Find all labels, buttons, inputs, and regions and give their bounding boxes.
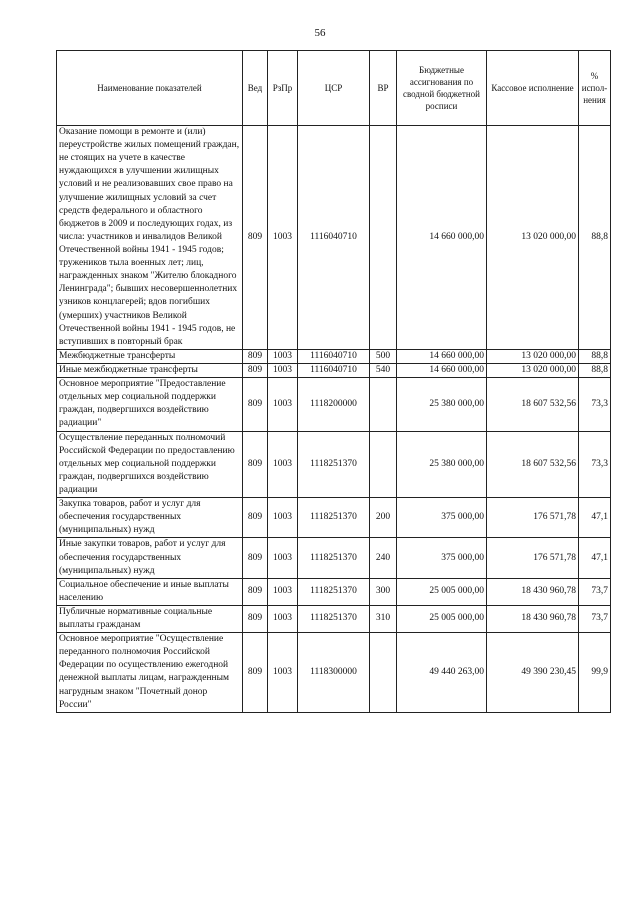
row-cash: 13 020 000,00 <box>487 363 579 377</box>
row-assignments: 375 000,00 <box>397 538 487 578</box>
table-row <box>57 538 611 578</box>
table-row <box>57 363 611 377</box>
row-cash: 13 020 000,00 <box>487 126 579 350</box>
row-vr <box>370 378 397 431</box>
header-name: Наименование показателей <box>57 51 243 126</box>
header-csr: ЦСР <box>298 51 370 126</box>
row-cash: 176 571,78 <box>487 538 579 578</box>
row-name: Социальное обеспечение и иные выплаты населению <box>57 578 243 605</box>
row-cash: 13 020 000,00 <box>487 349 579 363</box>
row-percent: 88,8 <box>579 126 611 350</box>
row-cash: 18 430 960,78 <box>487 578 579 605</box>
row-assignments: 14 660 000,00 <box>397 126 487 350</box>
row-vr: 500 <box>370 349 397 363</box>
header-rzpr: РзПр <box>268 51 298 126</box>
row-rzpr: 1003 <box>268 578 298 605</box>
row-name: Публичные нормативные социальные выплаты гражданам <box>57 605 243 632</box>
row-csr: 1118200000 <box>298 378 370 431</box>
row-ved: 809 <box>243 378 268 431</box>
row-rzpr: 1003 <box>268 126 298 350</box>
row-name: Осуществление переданных полномочий Российской Федерации по предоставлению отдельных мер социальной поддержки граждан, подвергшихся воздействию радиации <box>57 431 243 498</box>
row-vr <box>370 633 397 713</box>
header-cash: Кассовое исполнение <box>487 51 579 126</box>
row-ved: 809 <box>243 605 268 632</box>
row-ved: 809 <box>243 538 268 578</box>
row-rzpr: 1003 <box>268 349 298 363</box>
header-vr: ВР <box>370 51 397 126</box>
row-name: Иные межбюджетные трансферты <box>57 363 243 377</box>
row-ved: 809 <box>243 431 268 498</box>
row-rzpr: 1003 <box>268 498 298 538</box>
row-ved: 809 <box>243 633 268 713</box>
row-percent: 88,8 <box>579 349 611 363</box>
row-vr: 240 <box>370 538 397 578</box>
row-assignments: 25 005 000,00 <box>397 605 487 632</box>
row-percent: 47,1 <box>579 538 611 578</box>
row-rzpr: 1003 <box>268 605 298 632</box>
row-csr: 1116040710 <box>298 363 370 377</box>
row-assignments: 25 005 000,00 <box>397 578 487 605</box>
table-row <box>57 578 611 605</box>
row-rzpr: 1003 <box>268 378 298 431</box>
table-row <box>57 349 611 363</box>
row-assignments: 49 440 263,00 <box>397 633 487 713</box>
row-vr <box>370 431 397 498</box>
row-csr: 1118251370 <box>298 538 370 578</box>
row-rzpr: 1003 <box>268 431 298 498</box>
table-row <box>57 126 611 350</box>
page-number: 56 <box>314 27 326 39</box>
row-ved: 809 <box>243 363 268 377</box>
row-percent: 99,9 <box>579 633 611 713</box>
row-rzpr: 1003 <box>268 538 298 578</box>
row-percent: 73,7 <box>579 578 611 605</box>
row-csr: 1118251370 <box>298 605 370 632</box>
row-percent: 73,3 <box>579 431 611 498</box>
row-percent: 73,3 <box>579 378 611 431</box>
row-percent: 88,8 <box>579 363 611 377</box>
row-cash: 18 430 960,78 <box>487 605 579 632</box>
row-rzpr: 1003 <box>268 633 298 713</box>
row-ved: 809 <box>243 498 268 538</box>
row-rzpr: 1003 <box>268 363 298 377</box>
row-csr: 1116040710 <box>298 126 370 350</box>
row-cash: 49 390 230,45 <box>487 633 579 713</box>
table-row <box>57 605 611 632</box>
row-percent: 47,1 <box>579 498 611 538</box>
row-csr: 1118251370 <box>298 498 370 538</box>
row-assignments: 14 660 000,00 <box>397 349 487 363</box>
row-assignments: 25 380 000,00 <box>397 431 487 498</box>
row-vr: 200 <box>370 498 397 538</box>
row-csr: 1116040710 <box>298 349 370 363</box>
header-assignments: Бюджетные ассигнования по сводной бюджетной росписи <box>397 51 487 126</box>
row-name: Основное мероприятие "Предоставление отдельных мер социальной поддержки граждан, подвергшихся воздействию радиации" <box>57 378 243 431</box>
row-assignments: 25 380 000,00 <box>397 378 487 431</box>
table-row <box>57 498 611 538</box>
row-csr: 1118300000 <box>298 633 370 713</box>
row-name: Оказание помощи в ремонте и (или) переустройстве жилых помещений граждан, не стоящих на учете в качестве нуждающихся в улучшении жилищных условий и не реализовавших свое право на улучшение жилищных условий за счет средств федерального и областного бюджетов в 2009 и последующих годах, из числа: участников и инвалидов Великой Отечественной войны 1941 - 1945 годов; тружеников тыла военных лет; лиц, награжденных знаком "Жителю блокадного Ленинграда"; бывших несовершеннолетних узников концлагерей; вдов погибших (умерших) участников Великой Отечественной войны 1941 - 1945 годов, не вступивших в повторный брак <box>57 126 243 350</box>
table-row <box>57 431 611 498</box>
row-vr: 310 <box>370 605 397 632</box>
row-name: Межбюджетные трансферты <box>57 349 243 363</box>
row-ved: 809 <box>243 126 268 350</box>
row-cash: 176 571,78 <box>487 498 579 538</box>
row-vr: 300 <box>370 578 397 605</box>
row-vr: 540 <box>370 363 397 377</box>
row-cash: 18 607 532,56 <box>487 378 579 431</box>
row-assignments: 14 660 000,00 <box>397 363 487 377</box>
row-ved: 809 <box>243 578 268 605</box>
row-csr: 1118251370 <box>298 431 370 498</box>
row-assignments: 375 000,00 <box>397 498 487 538</box>
header-percent: % испол-нения <box>579 51 611 126</box>
budget-table <box>56 50 611 713</box>
row-name: Иные закупки товаров, работ и услуг для обеспечения государственных (муниципальных) нужд <box>57 538 243 578</box>
header-ved: Вед <box>243 51 268 126</box>
table-row <box>57 378 611 431</box>
table-row <box>57 633 611 713</box>
row-ved: 809 <box>243 349 268 363</box>
row-csr: 1118251370 <box>298 578 370 605</box>
row-name: Основное мероприятие "Осуществление переданного полномочия Российской Федерации по осуществлению ежегодной денежной выплаты лицам, награжденным нагрудным знаком "Почетный донор России" <box>57 633 243 713</box>
table-header-row <box>57 51 611 126</box>
row-cash: 18 607 532,56 <box>487 431 579 498</box>
row-vr <box>370 126 397 350</box>
row-name: Закупка товаров, работ и услуг для обеспечения государственных (муниципальных) нужд <box>57 498 243 538</box>
row-percent: 73,7 <box>579 605 611 632</box>
